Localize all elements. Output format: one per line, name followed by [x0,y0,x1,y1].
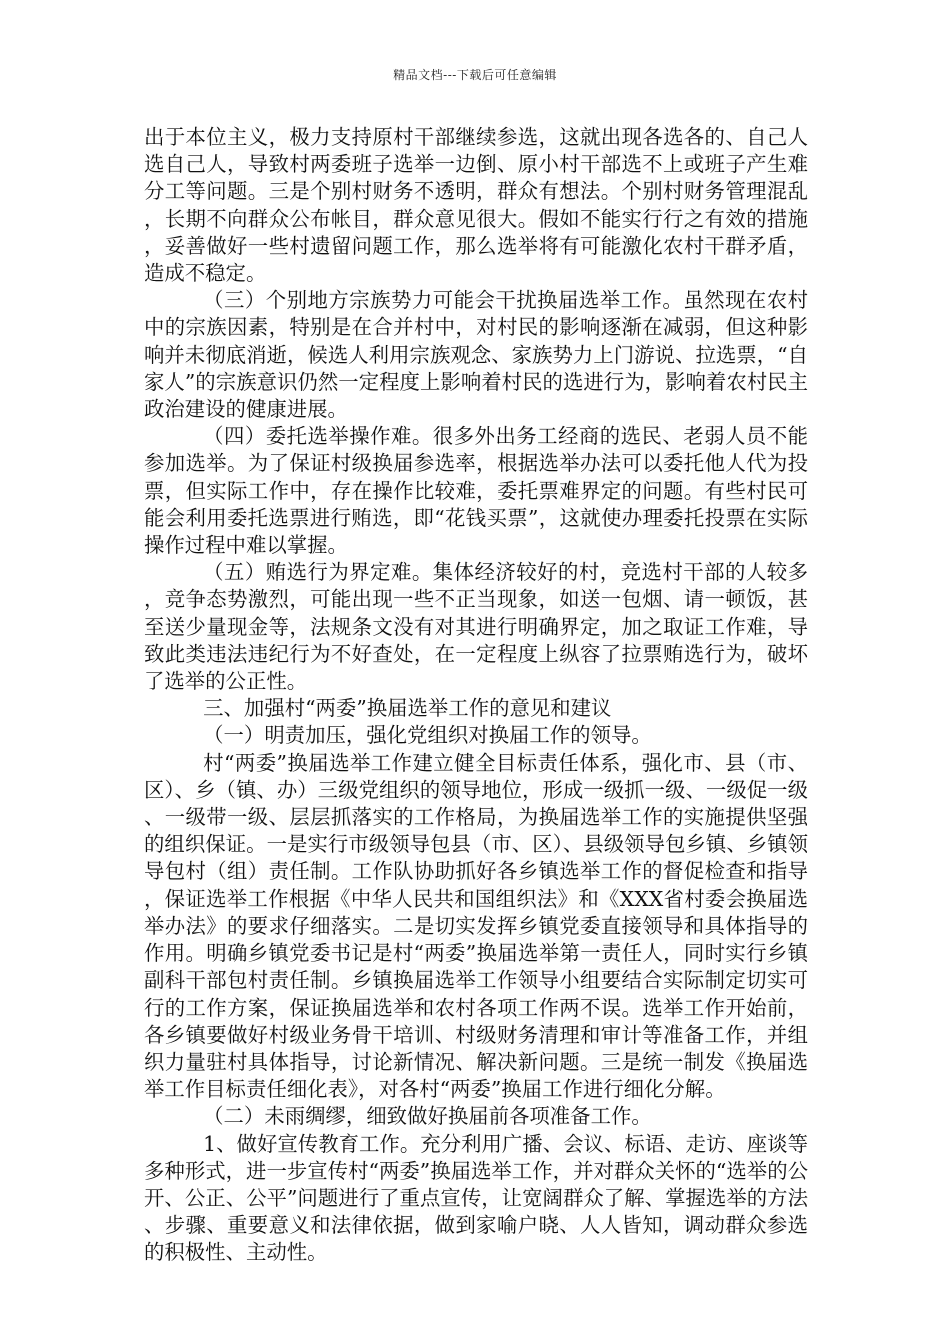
paragraph-clan-influence: （三）个别地方宗族势力可能会干扰换届选举工作。虽然现在农村中的宗族因素，特别是在合并村中，对村民的影响逐渐在减弱，但这种影响并未彻底消逝，候选人利用宗族观念、家族势力上门游说、拉选票，“自家人”的宗族意识仍然一定程度上影响着村民的选进行为，影响着农村民主政治建设的健康进展。 [144,288,808,422]
subheading-two: （二）未雨绸缪，细致做好换届前各项准备工作。 [203,1104,652,1129]
document-body [144,124,808,1267]
page-header: 精品文档---下载后可任意编辑 [393,68,557,82]
paragraph-responsibility: 村“两委”换届选举工作建立健全目标责任体系，强化市、县（市、区）、乡（镇、办）三级党组织的领导地位，形成一级抓一级、一级促一级、一级带一级、层层抓落实的工作格局，为换届选举工作的实施提供坚强的组织保证。一是实行市级领导包县（市、区）、县级领导包乡镇、乡镇领导包村（组）责任制。工作队协助抓好各乡镇选举工作的督促检查和指导，保证选举工作根据《中华人民共和国组织法》和《XXX省村委会换届选举办法》的要求仔细落实。二是切实发挥乡镇党委直接领导和具体指导的作用。明确乡镇党委书记是村“两委”换届选举第一责任人，同时实行乡镇副科干部包村责任制。乡镇换届选举工作领导小组要结合实际制定切实可行的工作方案，保证换届选举和农村各项工作两不误。选举工作开始前，各乡镇要做好村级业务骨干培训、村级财务清理和审计等准备工作，并组织力量驻村具体指导，讨论新情况、解决新问题。三是统一制发《换届选举工作目标责任细化表》，对各村“两委”换届工作进行细化分解。 [144,750,808,1102]
paragraph-bribery: （五）贿选行为界定难。集体经济较好的村，竞选村干部的人较多，竞争态势激烈，可能出现一些不正当现象，如送一包烟、请一顿饭，甚至送少量现金等，法规条文没有对其进行明确界定，加之取证工作难，导致此类违法违纪行为不好查处，在一定程度上纵容了拉票贿选行为，破坏了选举的公正性。 [144,560,808,694]
section-heading-three: 三、加强村“两委”换届选举工作的意见和建议 [203,696,612,721]
subheading-one: （一）明责加压，强化党组织对换届工作的领导。 [203,723,652,748]
paragraph-publicity: 1、做好宣传教育工作。充分利用广播、会议、标语、走访、座谈等多种形式，进一步宣传村“两委”换届选举工作，并对群众关怀的“选举的公开、公正、公平”问题进行了重点宣传，让宽阔群众了解、掌握选举的方法、步骤、重要意义和法律依据，做到家喻户晓、人人皆知，调动群众参选的积极性、主动性。 [144,1131,808,1265]
paragraph-continuation: 出于本位主义，极力支持原村干部继续参选，这就出现各选各的、自己人选自己人，导致村两委班子选举一边倒、原小村干部选不上或班子产生难分工等问题。三是个别村财务不透明，群众有想法。个别村财务管理混乱，长期不向群众公布帐目，群众意见很大。假如不能实行行之有效的措施，妥善做好一些村遗留问题工作，那么选举将有可能激化农村干群矛盾，造成不稳定。 [144,125,808,286]
paragraph-proxy-voting: （四）委托选举操作难。很多外出务工经商的选民、老弱人员不能参加选举。为了保证村级换届参选率，根据选举办法可以委托他人代为投票，但实际工作中，存在操作比较难，委托票难界定的问题。有些村民可能会利用委托选票进行贿选，即“花钱买票”，这就使办理委托投票在实际操作过程中难以掌握。 [144,424,808,558]
